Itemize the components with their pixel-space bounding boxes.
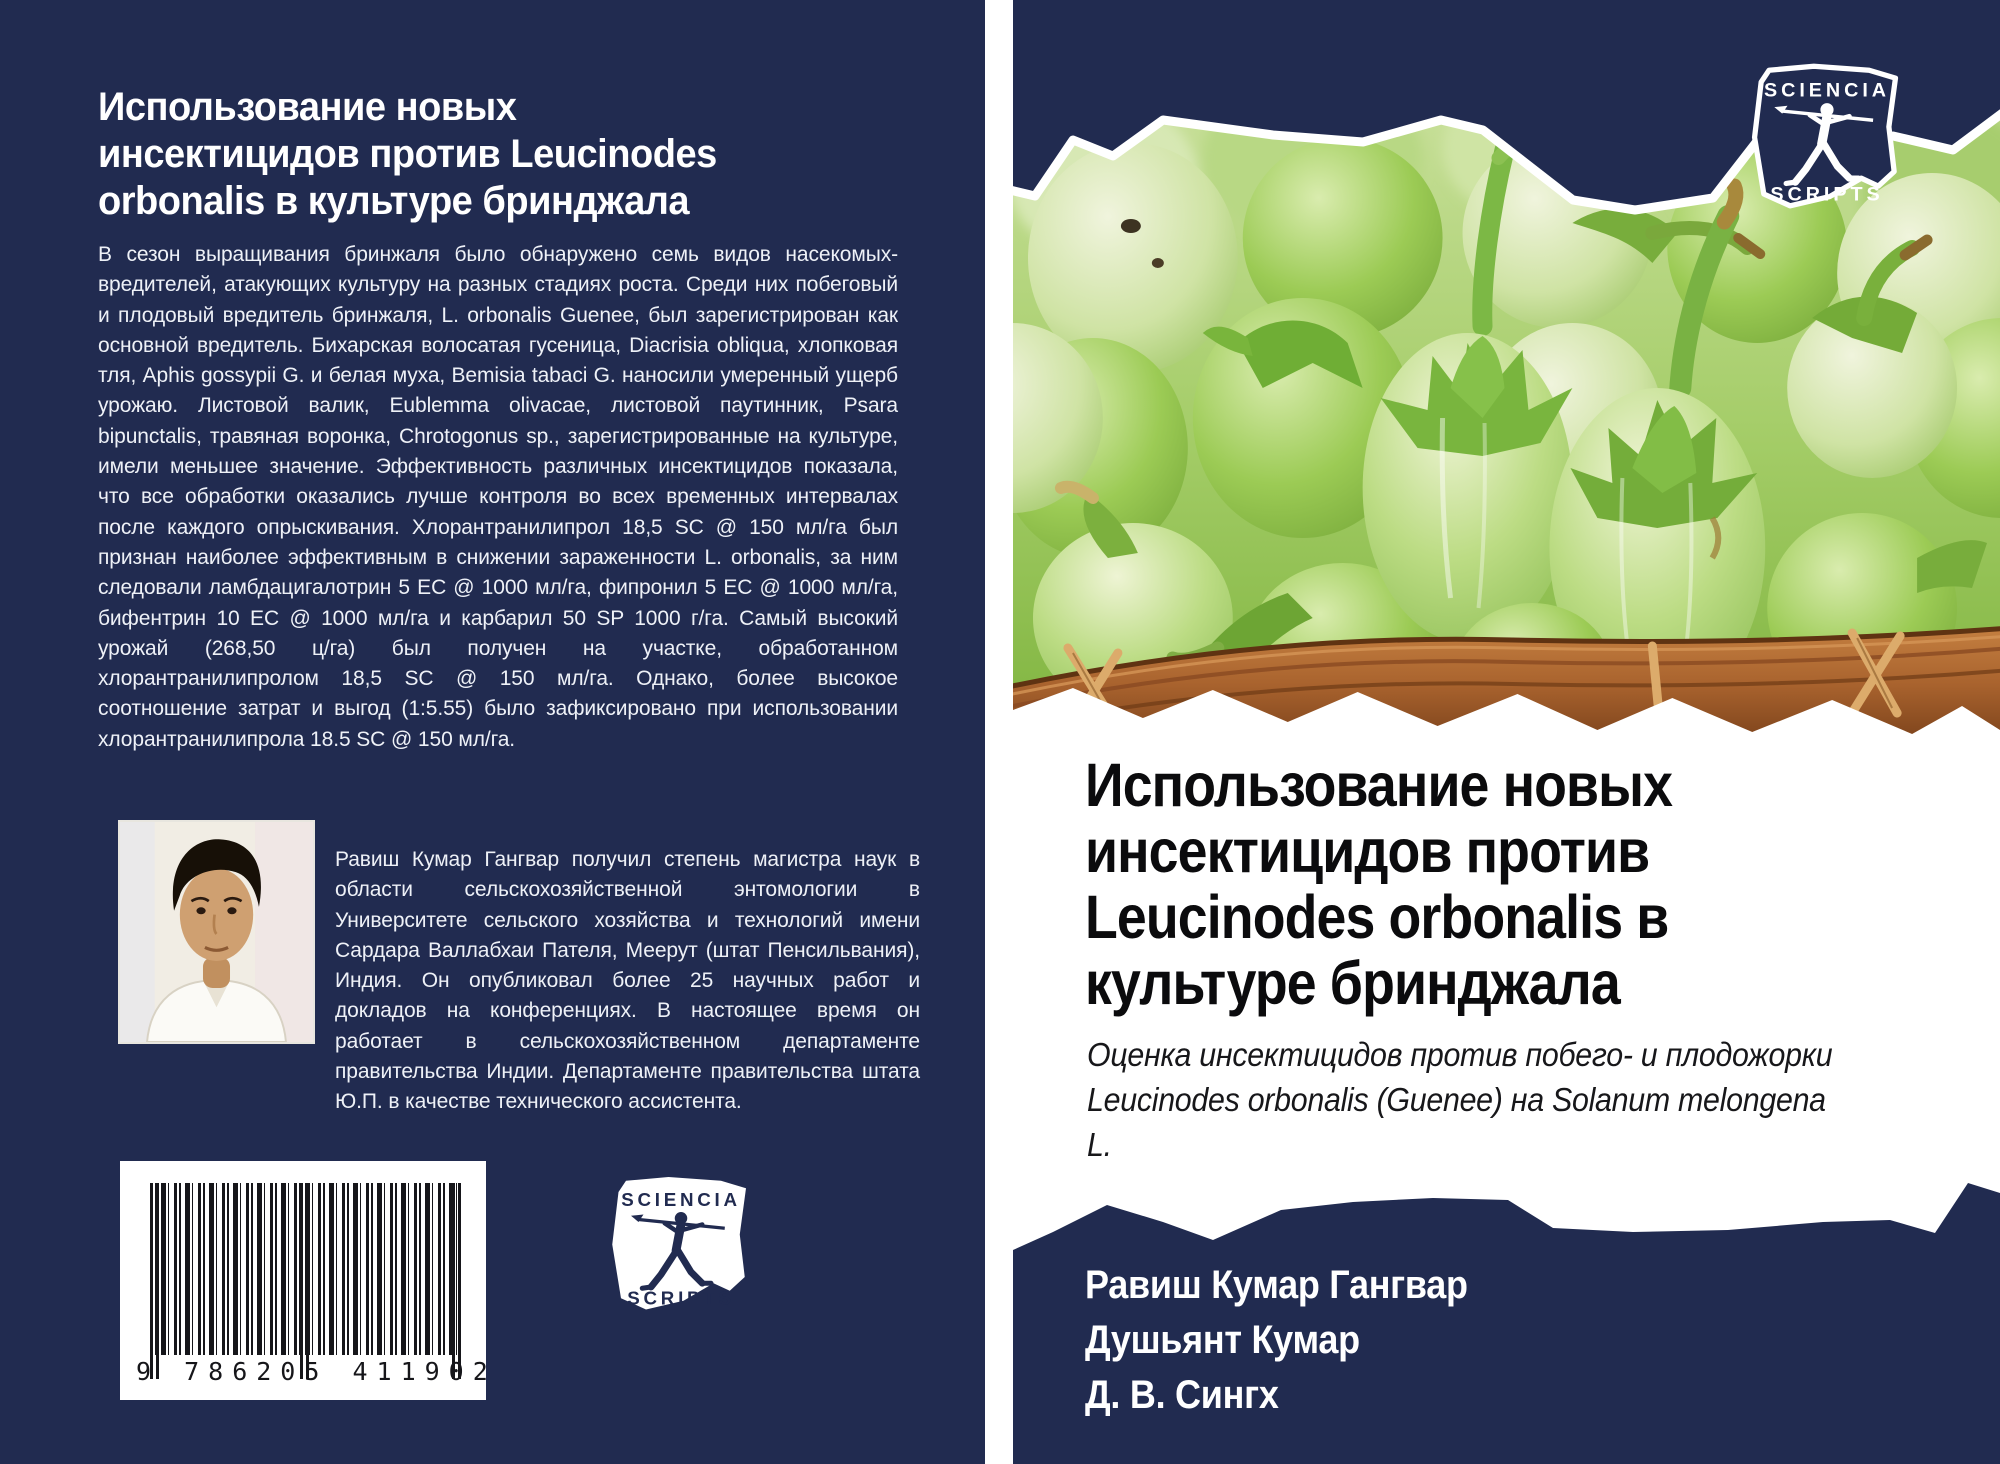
back-title-line: orbonalis в культуре бринджала (98, 179, 690, 223)
author-portrait-illustration (120, 822, 313, 1042)
front-title-line: Leucinodes orbonalis в (1085, 883, 1669, 951)
front-subtitle (1087, 1032, 1832, 1167)
author-bio: Равиш Кумар Гангвар получил степень магистра наук в области сельскохозяйственной энтомологии в Университете сельского хозяйства и технологий имени Сардара Валлабхаи Пателя, Меерут (штат Пенсильвания), Индия. Он опубликовал более 25 научных работ и докладов на конференциях. В настоящее время он работает в сельскохозяйственном департаменте правительства Индии. Департаменте правительства штата Ю.П. в качестве технического ассистента. (335, 848, 920, 1114)
isbn-digits: 9 786205 411902 (136, 1357, 497, 1386)
author-photo (120, 822, 313, 1042)
back-cover (0, 0, 985, 1464)
author-name: Душьянт Кумар (1085, 1318, 1360, 1362)
svg-text:SCRIPTS: SCRIPTS (1770, 183, 1884, 206)
barcode (120, 1161, 497, 1400)
back-title-line: инсектицидов против Leucinodes (98, 132, 717, 176)
sciencia-scripts-logo-icon (1748, 58, 1906, 222)
publisher-logo (606, 1168, 756, 1326)
front-subtitle-line: Оценка инсектицидов против побего- и плодожорки (1087, 1036, 1833, 1073)
front-title-line: инсектицидов против (1085, 817, 1650, 885)
front-title-line: культуре бринджала (1085, 949, 1620, 1017)
spine (985, 0, 1013, 1464)
author-names (1085, 1258, 1468, 1423)
back-title-line: Использование новых (98, 85, 517, 129)
sciencia-scripts-logo-icon (606, 1168, 756, 1326)
author-name: Д. В. Сингх (1085, 1373, 1279, 1417)
back-title (98, 84, 915, 225)
svg-text:SCIENCIA: SCIENCIA (621, 1188, 741, 1210)
barcode-bars (150, 1183, 458, 1355)
front-title (1085, 752, 1672, 1016)
svg-text:SCRIPTS: SCRIPTS (627, 1287, 735, 1309)
front-cover (1013, 0, 2000, 1464)
author-name: Равиш Кумар Гангвар (1085, 1263, 1468, 1307)
front-title-line: Использование новых (1085, 751, 1673, 819)
svg-text:SCIENCIA: SCIENCIA (1764, 79, 1890, 102)
publisher-logo (1748, 58, 1906, 222)
back-synopsis: В сезон выращивания бринжаля было обнаружено семь видов насекомых-вредителей, атакующих культуру на разных стадиях роста. Среди них побеговый и плодовый вредитель бринжаля, L. orbonalis Guenee, был зарегистрирован как основной вредитель. Бихарская волосатая гусеница, Diacrisia obliqua, хлопковая тля, Aphis gossypii G. и белая муха, Bemisia tabaci G. наносили умеренный ущерб урожаю. Листовой валик, Eublemma olivacae, листовой паутинник, Psara bipunctalis, травяная воронка, Chrotogonus sp., зарегистрированные на культуре, имели меньшее значение. Эффективность различных инсектицидов показала, что все обработки оказались лучше контроля во всех временных интервалах после каждого опрыскивания. Хлорантранилипрол 18,5 SC @ 150 мл/га был признан наиболее эффективным в снижении зараженности L. orbonalis, за ним следовали ламбдацигалотрин 5 EC @ 1000 мл/га, фипронил 5 EC @ 1000 мл/га, бифентрин 10 EC @ 1000 мл/га и карбарил 50 SP 1000 г/га. Самый высокий урожай (268,50 ц/га) был получен на участке, обработанном хлорантранилипролом 18,5 SC @ 150 мл/га. Однако, более высокое соотношение затрат и выгод (1:5.55) было зафиксировано при использовании хлорантранилипрола 18.5 SC @ 150 мл/га. (98, 243, 898, 751)
front-subtitle-line: L. (1087, 1126, 1112, 1163)
front-subtitle-line: Leucinodes orbonalis (Guenee) на Solanum melongena (1087, 1081, 1826, 1118)
